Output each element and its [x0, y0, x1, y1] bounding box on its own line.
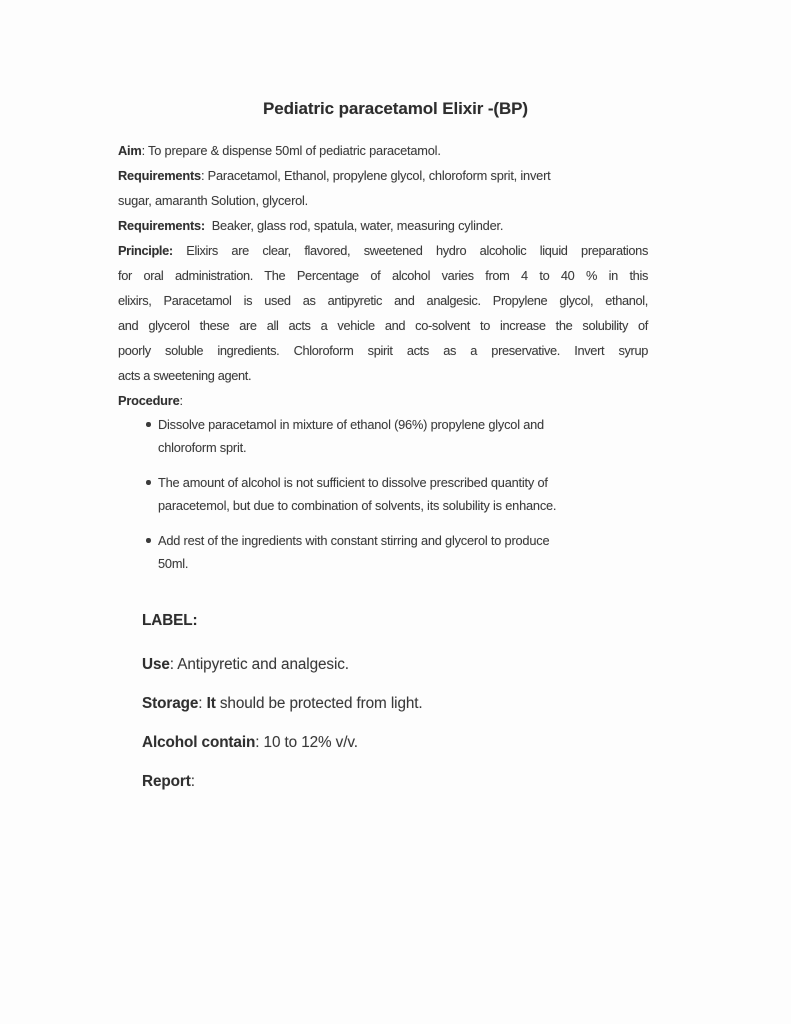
aim-paragraph — [118, 138, 648, 163]
bullet-dot-icon — [146, 538, 151, 543]
bullet3-line1: Add rest of the ingredients with constant stirring and glycerol to produce — [158, 533, 550, 548]
report-line — [142, 769, 648, 795]
storage-colon: : — [198, 695, 207, 712]
report-label: Report — [142, 773, 191, 790]
principle-line6: acts a sweetening agent. — [118, 368, 252, 383]
requirements-materials-label: Requirements — [118, 168, 201, 183]
aim-label: Aim — [118, 143, 142, 158]
alcohol-line — [142, 730, 648, 756]
storage-label: Storage — [142, 695, 199, 712]
requirements-apparatus-text: Beaker, glass rod, spatula, water, measuring cylinder. — [205, 218, 504, 233]
label-heading: LABEL: — [142, 612, 198, 629]
requirements-apparatus-label: Requirements: — [118, 218, 205, 233]
bullet1-line1: Dissolve paracetamol in mixture of ethanol (96%) propylene glycol and — [158, 417, 544, 432]
procedure-bullet-1 — [158, 413, 648, 459]
principle-line4: and glycerol these are all acts a vehicle and co-solvent to increase the solubility of — [118, 318, 648, 333]
label-section — [142, 608, 648, 795]
requirements-materials-line1: : Paracetamol, Ethanol, propylene glycol, chloroform sprit, invert — [200, 168, 551, 183]
bullet1-line2: chloroform sprit. — [158, 440, 247, 455]
requirements-materials-line2: sugar, amaranth Solution, glycerol. — [118, 193, 309, 208]
alcohol-label: Alcohol contain — [142, 734, 256, 751]
procedure-heading — [118, 388, 648, 413]
bullet-dot-icon — [146, 480, 151, 485]
principle-label: Principle: — [118, 243, 173, 258]
text-line — [118, 238, 648, 263]
aim-text: : To prepare & dispense 50ml of pediatric paracetamol. — [141, 143, 441, 158]
document-body — [118, 138, 648, 808]
principle-line5: poorly soluble ingredients. Chloroform spirit acts as a preservative. Invert syrup — [118, 343, 648, 358]
text-line — [118, 163, 648, 188]
bullet2-line1: The amount of alcohol is not sufficient to dissolve prescribed quantity of — [158, 475, 548, 490]
principle-line3: elixirs, Paracetamol is used as antipyretic and analgesic. Propylene glycol, ethanol, — [118, 293, 648, 308]
storage-line — [142, 691, 648, 717]
bullet3-line2: 50ml. — [158, 556, 189, 571]
procedure-bullet-3 — [158, 529, 648, 575]
procedure-label: Procedure — [118, 393, 180, 408]
bullet-dot-icon — [146, 422, 151, 427]
report-colon: : — [190, 773, 195, 790]
procedure-colon: : — [179, 393, 183, 408]
use-text: : Antipyretic and analgesic. — [169, 656, 349, 673]
principle-paragraph — [118, 238, 648, 388]
storage-text: should be protected from light. — [215, 695, 423, 712]
document-title: Pediatric paracetamol Elixir -(BP) — [263, 99, 528, 118]
principle-line2: for oral administration. The Percentage of alcohol varies from 4 to 40 % in this — [118, 268, 648, 283]
use-line — [142, 652, 648, 678]
alcohol-text: : 10 to 12% v/v. — [255, 734, 358, 751]
use-label: Use — [142, 656, 170, 673]
principle-line1: Elixirs are clear, flavored, sweetened hydro alcoholic liquid preparations — [172, 243, 648, 258]
requirements-materials-paragraph — [118, 163, 648, 213]
storage-it: It — [206, 695, 216, 712]
procedure-bullet-list — [118, 413, 648, 575]
requirements-apparatus-paragraph — [118, 213, 648, 238]
bullet2-line2: paracetemol, but due to combination of solvents, its solubility is enhance. — [158, 498, 557, 513]
procedure-bullet-2 — [158, 471, 648, 517]
